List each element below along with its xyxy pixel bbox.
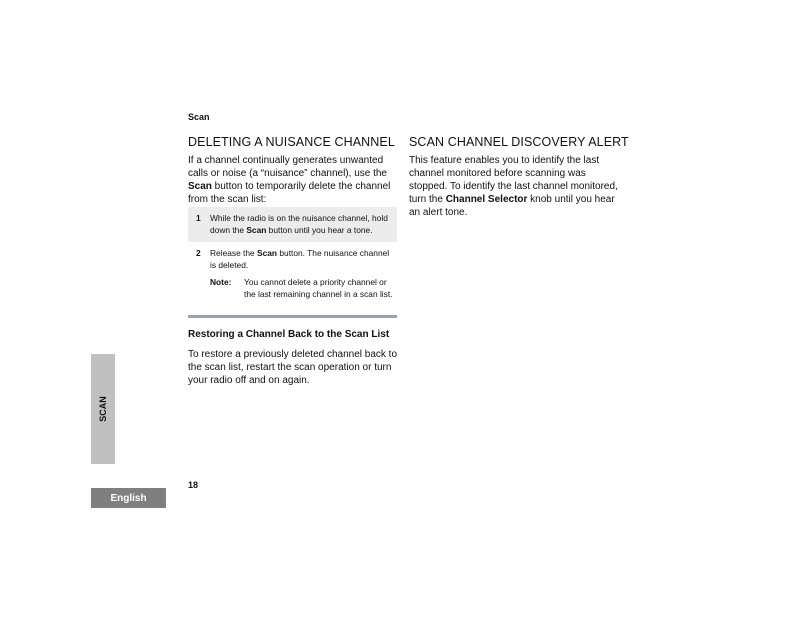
step-2: [188, 242, 397, 277]
restore-paragraph: To restore a previously deleted channel back to the scan list, restart the scan operation or turn your radio off and on again.: [188, 349, 398, 386]
emphasized-term: Scan: [188, 181, 212, 192]
note: [188, 277, 397, 306]
step-number: 1: [196, 213, 201, 223]
emphasized-term: Scan: [257, 248, 278, 258]
note-label: Note:: [210, 277, 232, 287]
procedure-steps: [188, 207, 397, 306]
running-header: Scan: [188, 112, 210, 122]
text-run: button. The nuisance channel is deleted.: [210, 248, 390, 270]
discovery-alert-paragraph: [409, 154, 621, 219]
section-title-deleting-nuisance-channel: DELETING A NUISANCE CHANNEL: [188, 135, 395, 149]
language-tab: English: [91, 488, 166, 508]
text-run: Release the: [210, 248, 258, 258]
chapter-side-tab-text: SCAN: [98, 396, 109, 422]
step-text: [210, 213, 393, 236]
step-1: [188, 207, 397, 242]
emphasized-term: Scan: [246, 224, 267, 235]
emphasized-term: Channel Selector: [445, 194, 528, 205]
text-run: While the radio is on the nuisance channel, hold down the: [210, 213, 388, 235]
step-text: [210, 248, 393, 271]
text-run: button to temporarily delete the channel from the scan list:: [188, 181, 391, 205]
chapter-side-tab-label: [91, 354, 115, 464]
subsection-title-restoring-channel: Restoring a Channel Back to the Scan List: [188, 329, 390, 340]
section-divider: [188, 315, 397, 318]
step-number: 2: [196, 248, 201, 258]
text-run: If a channel continually generates unwanted calls or noise (a “nuisance” channel), use the: [188, 155, 387, 179]
section-title-discovery-alert: SCAN CHANNEL DISCOVERY ALERT: [409, 135, 629, 149]
text-run: button until you hear a tone.: [266, 224, 373, 235]
intro-paragraph: [188, 154, 400, 206]
note-text: You cannot delete a priority channel or the last remaining channel in a scan list.: [244, 277, 393, 299]
page-number: 18: [188, 480, 199, 490]
text-run: This feature enables you to identify the last channel monitored before scanning was stopped. To identify the last channel monitored, turn the: [409, 155, 618, 205]
text-run: knob until you hear an alert tone.: [409, 194, 615, 218]
